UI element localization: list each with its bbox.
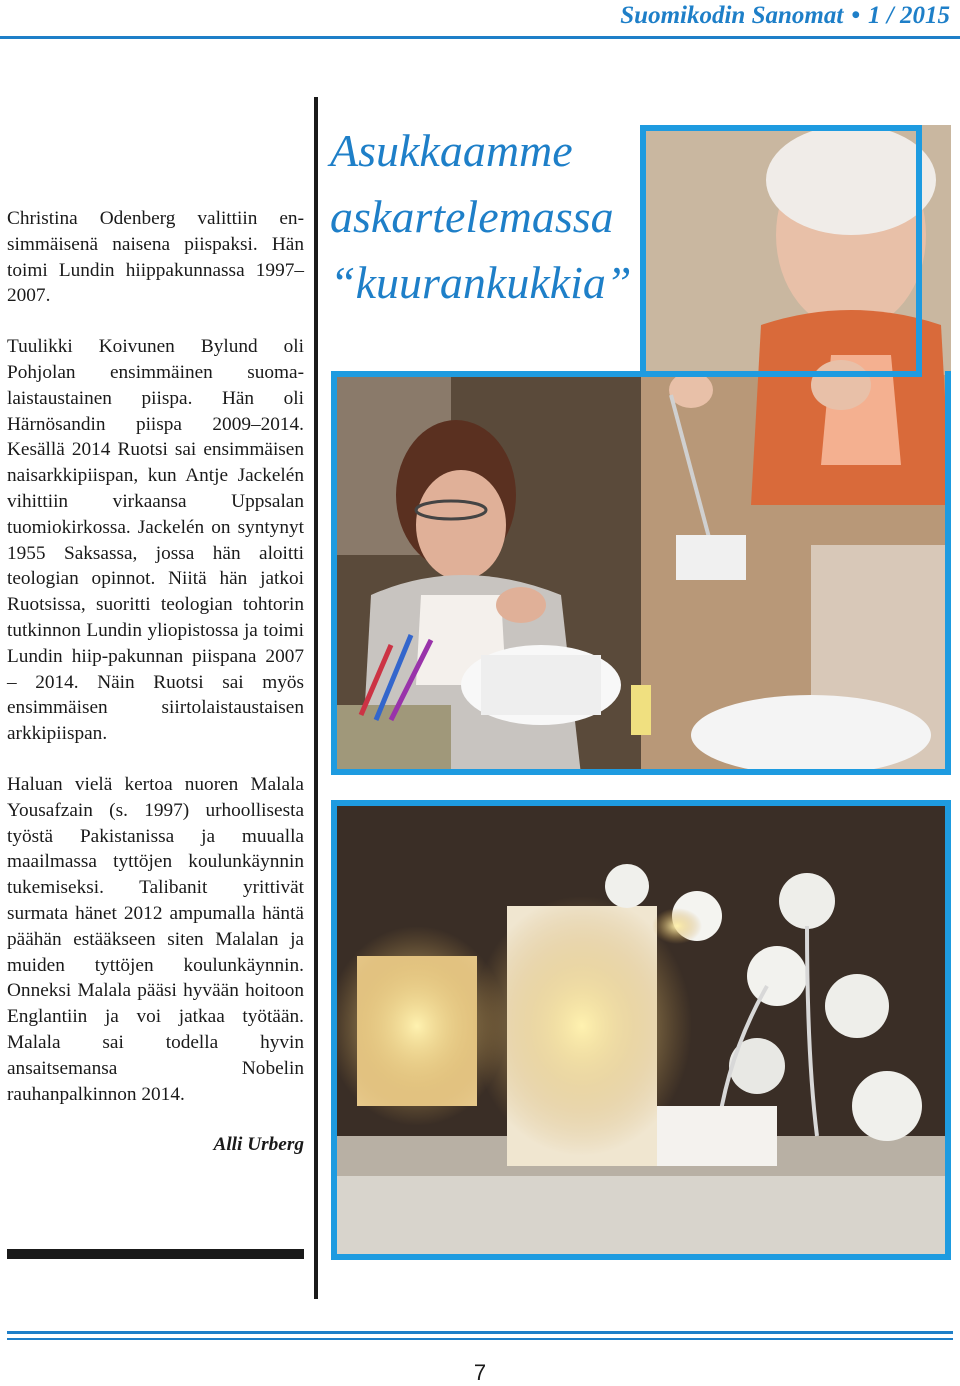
author-signature: Alli Urberg (213, 1134, 304, 1156)
publication-name: Suomikodin Sanomat (620, 2, 844, 29)
article-headline (330, 118, 630, 316)
crafting-photo-frame-top (331, 371, 646, 377)
header-title (620, 2, 950, 30)
article-paragraph-1: Christina Odenberg valittiin ensimmäisenä naisena piispaksi. Hän toimi Lundin hiippakunnassa 1997–2007. (7, 208, 304, 307)
header-rule (0, 36, 960, 39)
article-column (7, 206, 304, 1183)
footer-rule-thin (7, 1338, 953, 1340)
column-divider (314, 97, 318, 1299)
column-end-bar (7, 1249, 304, 1259)
article-paragraph-2: Tuulikki Koivunen Bylund oli Pohjolan ensimmäinen suomalaistaustainen piispa. Hän oli Härnösandin piispa 2009–2014. Kesällä 2014 Ruotsi sai ensimmäisen naisarkkipiispan, kun Antje Jackelén vihittiin virkaansa Uppsalan tuomiokirkossa. Jackelén on syntynyt 1955 Saksassa, jossa hän aloitti teologian opinnot. Niitä hän jatkoi Ruotsissa, suoritti teologian tohtorin tutkinnon Lundin yliopistossa ja toimi Lundin hiip-pakunnan piispana 2007 – 2014. Näin Ruotsi sai myös ensimmäisen siirtolaistaustaisen arkkipiispan. (7, 336, 304, 745)
article-paragraph-3: Haluan vielä kertoa nuoren Malala Yousafzain (s. 1997) urhoollisesta työstä Pakistanissa ja muualla maailmassa tyttöjen koulunkäynnin tukemiseksi. Talibanit yrittivät surmata hänet 2012 ampumalla häntä päähän estääkseen siten Malalan ja muiden tyttöjen koulunkäynnin. Onneksi Malala pääsi hyvään hoitoon Englantiin ja voi jatkaa työtään. Malala sai todella hyvin ansaitsemansa Nobelin rauhanpalkinnon 2014. (7, 773, 304, 1105)
headline-line-1: Asukkaamme (330, 125, 573, 176)
header-separator: • (851, 2, 861, 29)
page-number: 7 (473, 1360, 487, 1385)
footer-rule (7, 1331, 953, 1334)
frost-flowers-image (337, 806, 945, 1254)
issue-number: 1 / 2015 (868, 2, 950, 29)
frost-flowers-photo (331, 800, 951, 1260)
headline-line-3: “kuurankukkia” (330, 257, 632, 308)
headline-line-2: askartelemassa (330, 191, 614, 242)
